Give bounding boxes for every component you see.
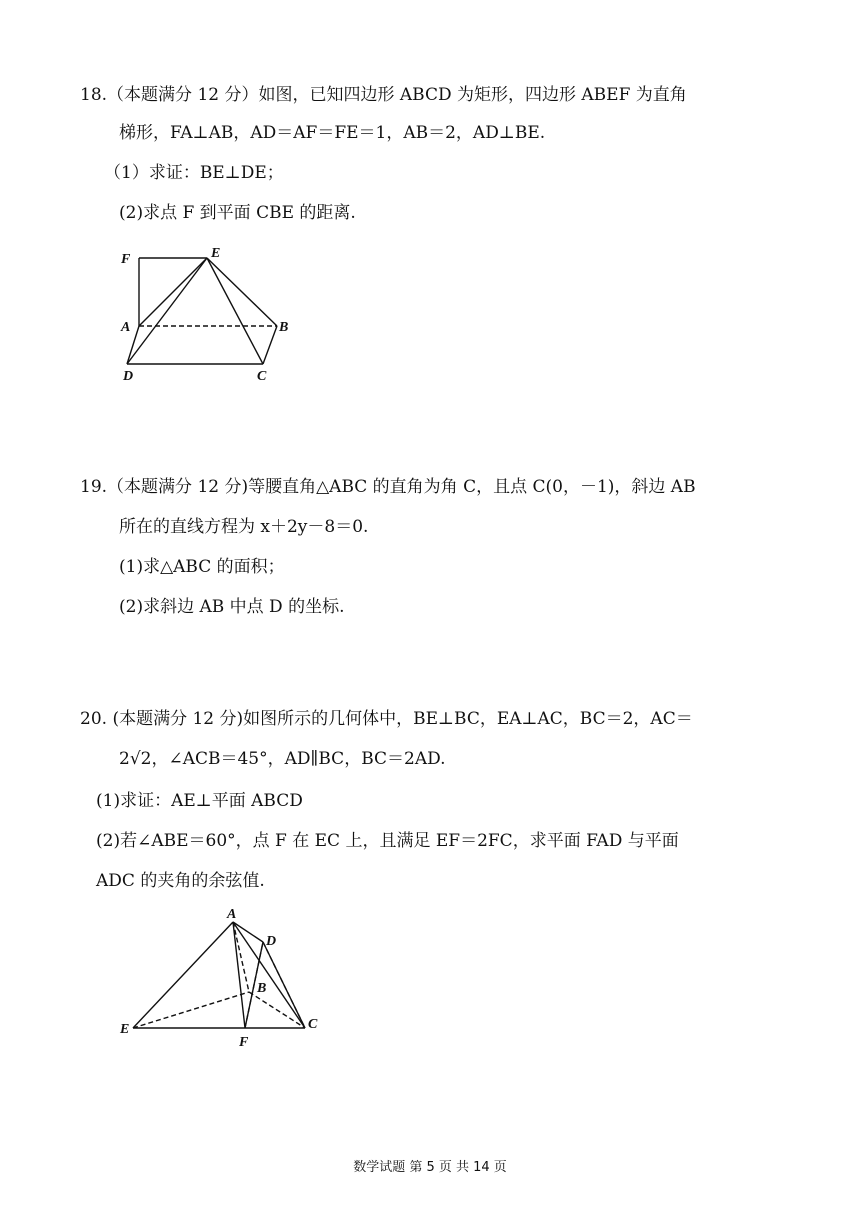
q20-label-c: C (308, 1017, 318, 1032)
q19-line1: 19.（本题满分 12 分)等腰直角△ABC 的直角为角 C，且点 C(0，－1)，斜边 AB (80, 477, 696, 497)
q20-figure (115, 900, 335, 1050)
page-footer: 数学试题 第 5 页 共 14 页 (353, 1160, 507, 1175)
q18-line2: 梯形，FA⊥AB，AD＝AF＝FE＝1，AB＝2，AD⊥BE. (119, 123, 546, 143)
q18-line1: 18.（本题满分 12 分）如图，已知四边形 ABCD 为矩形，四边形 ABEF 为直角 (80, 85, 687, 105)
q20-line1: 20. (本题满分 12 分)如图所示的几何体中，BE⊥BC，EA⊥AC，BC＝2，AC＝ (80, 709, 693, 729)
q20-line2: 2√2，∠ACB＝45°，AD∥BC，BC＝2AD. (119, 749, 446, 769)
q20-part2a: (2)若∠ABE＝60°，点 F 在 EC 上，且满足 EF＝2FC，求平面 FAD 与平面 (96, 831, 679, 851)
q20-part1: (1)求证：AE⊥平面 ABCD (96, 791, 303, 811)
q18-label-f: F (121, 252, 131, 267)
q20-label-a: A (227, 907, 237, 922)
q19-part2: (2)求斜边 AB 中点 D 的坐标. (119, 597, 345, 617)
q18-label-c: C (257, 369, 267, 384)
q20-label-f: F (239, 1035, 249, 1050)
q18-part1: （1）求证：BE⊥DE； (104, 163, 284, 183)
q19-line2: 所在的直线方程为 x＋2y－8＝0. (119, 517, 369, 537)
q18-part2: (2)求点 F 到平面 CBE 的距离. (119, 203, 356, 223)
q20-part2b: ADC 的夹角的余弦值. (96, 871, 265, 891)
q20-label-b: B (257, 981, 267, 996)
q20-label-d: D (266, 934, 277, 949)
q20-label-e: E (120, 1022, 130, 1037)
q18-label-b: B (279, 320, 289, 335)
q18-label-a: A (121, 320, 131, 335)
q18-label-e: E (211, 246, 221, 261)
q18-figure (115, 244, 315, 384)
q19-part1: (1)求△ABC 的面积； (119, 557, 285, 577)
q18-label-d: D (123, 369, 134, 384)
